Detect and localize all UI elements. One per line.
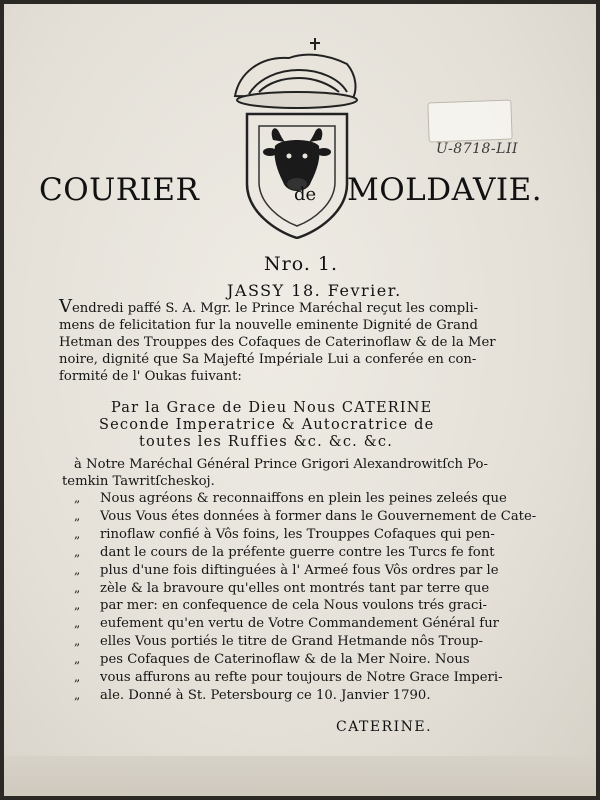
quote-mark: „ [74, 508, 81, 523]
quote-mark: „ [74, 491, 81, 505]
coat-of-arms-emblem [229, 34, 359, 239]
intro-paragraph [59, 298, 496, 385]
bull-head-icon [263, 128, 331, 191]
issue-number: Nro. 1. [264, 253, 339, 275]
text-line: formité de l' Oukas fuivant: [59, 369, 242, 384]
letter-line [74, 526, 536, 544]
letter-line [74, 490, 536, 508]
quote-mark: „ [74, 562, 81, 577]
letter-line [74, 562, 536, 580]
letter-line [74, 651, 536, 669]
letter-text: par mer: en confequence de cela Nous voulons trés graci- [100, 598, 488, 614]
letter-text: Nous agréons & reconnaiffons en plein les peines zeleés que [100, 491, 507, 506]
quote-mark: „ [74, 634, 81, 649]
letter-text: elles Vous portiés le titre de Grand Hetmande nôs Troup- [100, 634, 483, 650]
crown-icon [235, 38, 357, 108]
decree-heading [99, 400, 434, 451]
stamp-line [432, 104, 506, 107]
text-line: Hetman des Trouppes des Cofaques de Caterinoflaw & de la Mer [59, 335, 496, 350]
letter-text: rinoflaw confié à Vôs foins, les Trouppes Cofaques qui pen- [100, 526, 495, 542]
quote-mark: „ [74, 598, 81, 613]
text-line: Vendredi paffé S. A. Mgr. le Prince Maréchal reçut les compli- [59, 296, 479, 317]
stamp-line [432, 104, 506, 107]
letter-text: pes Cofaques de Caterinoflaw & de la Mer Noire. Nous [100, 652, 470, 668]
text-line: temkin Tawritſcheskoj. [62, 474, 215, 489]
library-stamp [427, 100, 512, 143]
document-photo [4, 4, 596, 796]
quote-mark: „ [74, 616, 81, 631]
letter-line [74, 687, 536, 705]
letter-line [74, 633, 536, 651]
dateline: JASSY 18. Fevrier. [227, 281, 402, 300]
quote-mark: „ [74, 526, 81, 541]
letter-line [74, 544, 536, 562]
text-line: Seconde Imperatrice & Autocratrice de [99, 417, 435, 433]
quote-mark: „ [74, 670, 81, 685]
masthead-title-de: de [294, 184, 317, 205]
letter-line [74, 580, 536, 598]
masthead-title-right: MOLDAVIE. [347, 172, 543, 208]
stamp-line [432, 104, 506, 107]
letter-text: ale. Donné à St. Petersbourg ce 10. Janvier 1790. [100, 687, 431, 703]
quote-mark: „ [74, 652, 81, 667]
letter-line [74, 508, 536, 526]
letter-text: plus d'une fois diftinguées à l' Armeé fous Vôs ordres par le [100, 562, 499, 578]
archive-number: U-8718-LII [436, 141, 518, 157]
letter-text: vous affurons au refte pour toujours de Notre Grace Imperi- [100, 670, 503, 686]
letter-text: eufement qu'en vertu de Votre Commandement Général fur [100, 616, 499, 632]
letter-text: zèle & la bravoure qu'elles ont montrés tant par terre que [100, 580, 490, 596]
stamp-line [432, 104, 506, 107]
letter-body [74, 490, 536, 705]
quote-mark: „ [74, 544, 81, 559]
text-line: mens de felicitation fur la nouvelle eminente Dignité de Grand [59, 318, 478, 333]
quote-mark: „ [74, 687, 81, 702]
letter-line [74, 597, 536, 615]
text-line: Par la Grace de Dieu Nous CATERINE [111, 400, 433, 416]
letter-text: dant le cours de la préfente guerre contre les Turcs fe font [100, 544, 495, 560]
address-paragraph [62, 456, 488, 490]
letter-line [74, 669, 536, 687]
signature: CATERINE. [336, 719, 433, 735]
text-line: toutes les Ruffies &c. &c. &c. [139, 434, 394, 450]
quote-mark: „ [74, 580, 81, 595]
masthead-title-left: COURIER [39, 172, 200, 208]
stamp-line [432, 104, 506, 107]
text-line: à Notre Maréchal Général Prince Grigori Alexandrowitſch Po- [74, 457, 488, 472]
letter-text: Vous Vous étes données à former dans le Gouvernement de Cate- [100, 508, 537, 524]
letter-line [74, 615, 536, 633]
photo-margin [4, 756, 596, 796]
text-line: noire, dignité que Sa Majefté Impériale Lui a conferée en con- [59, 352, 477, 367]
